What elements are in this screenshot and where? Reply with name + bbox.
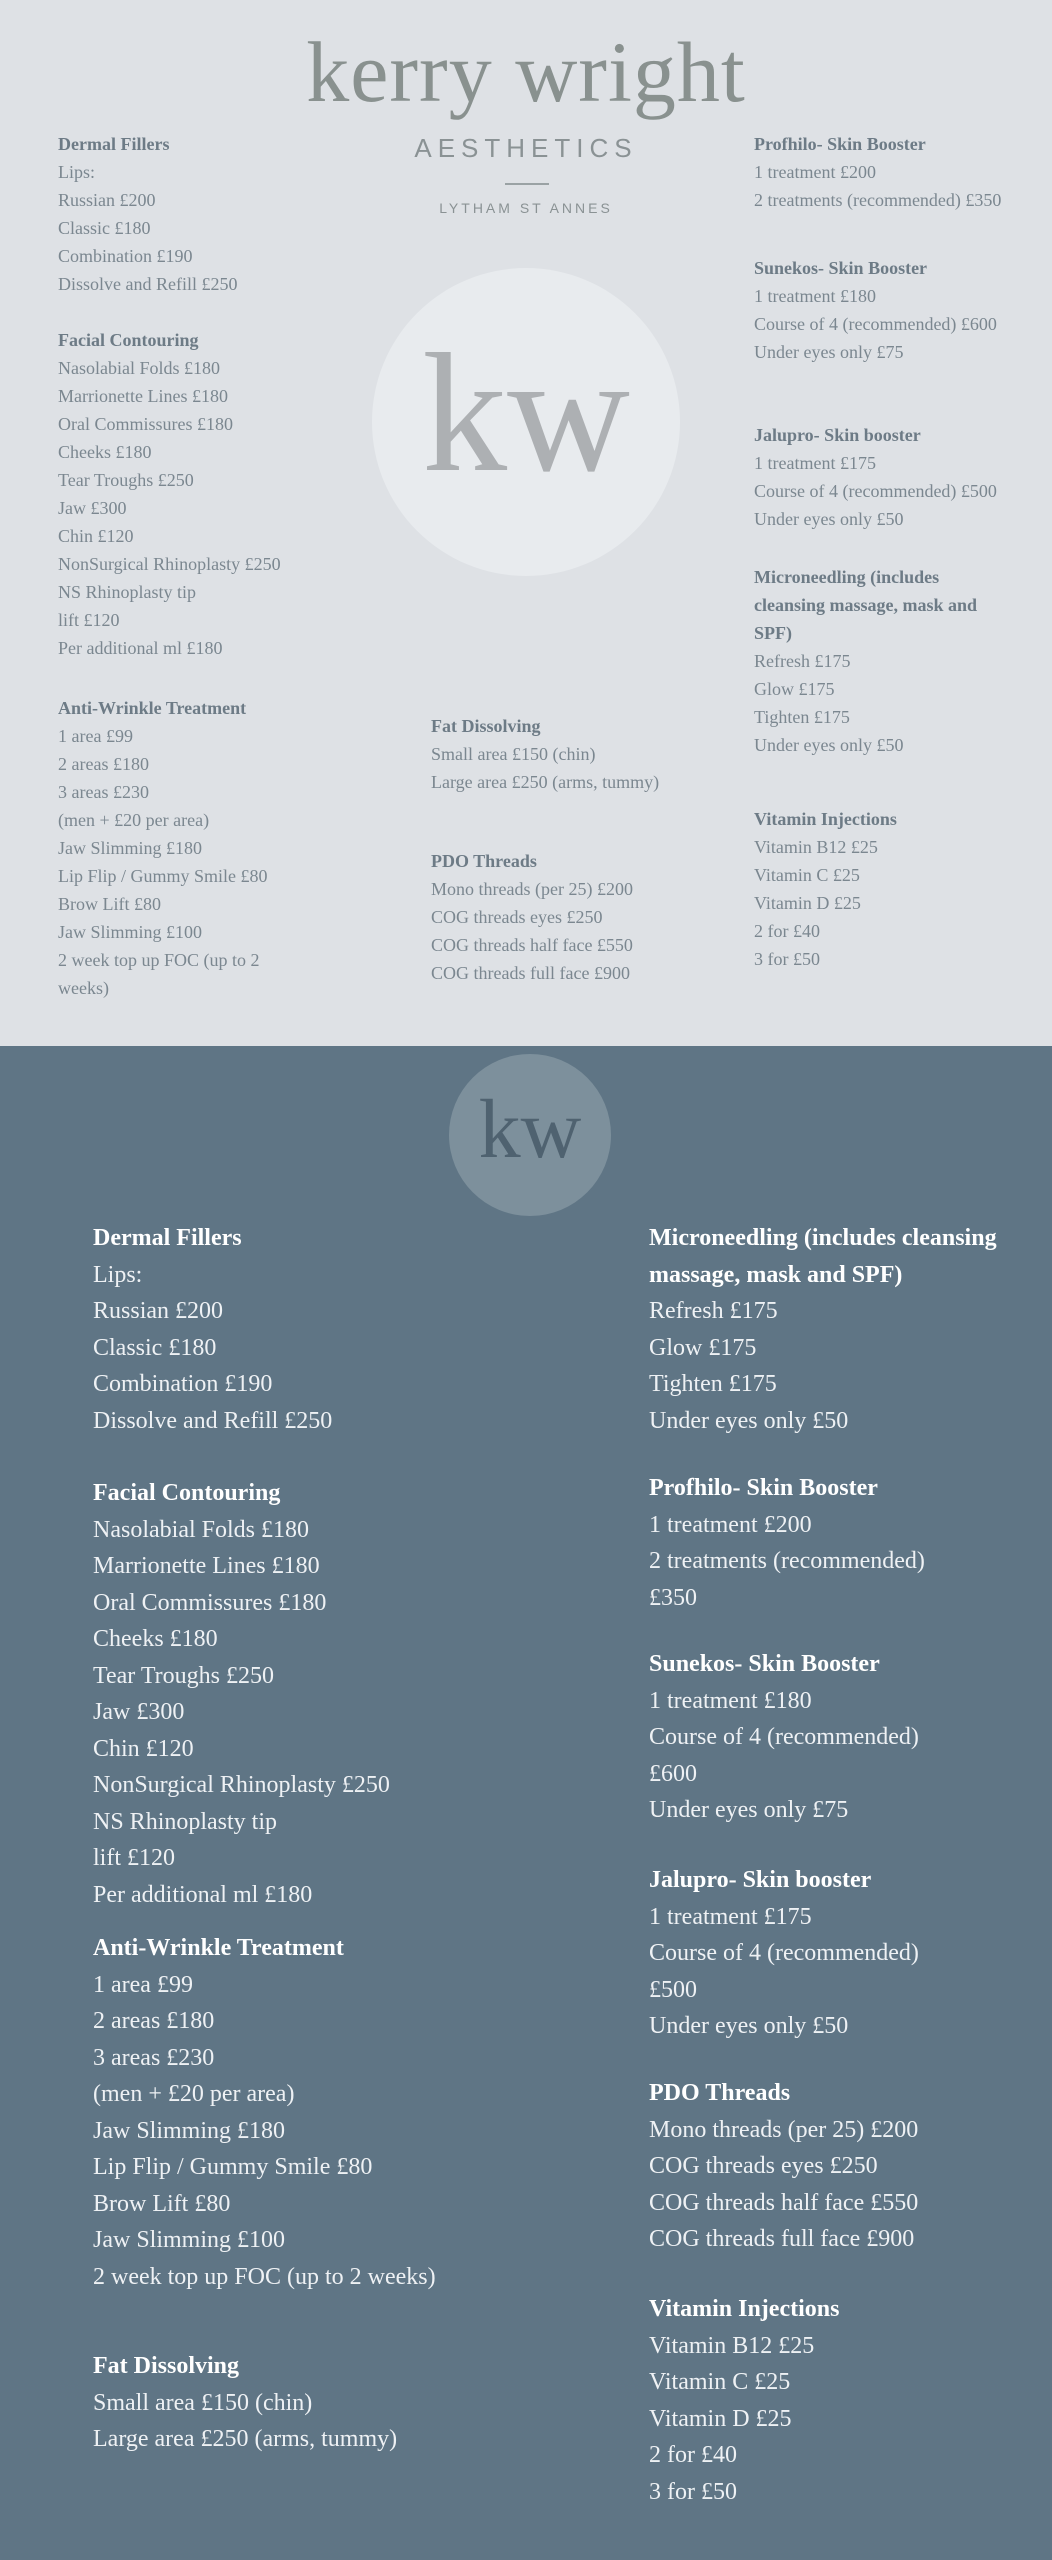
section-facial-contouring: [58, 326, 281, 662]
section-title: Jalupro- Skin booster: [649, 1867, 872, 1893]
price-line: Chin £120: [93, 1735, 194, 1762]
section-sunekos: [649, 1646, 919, 1829]
price-line: Jaw Slimming £180: [93, 2117, 286, 2144]
price-line: Classic £180: [93, 1334, 217, 1361]
price-list-dark-panel: [0, 1046, 1052, 2560]
section-title: Microneedling (includes: [754, 567, 940, 587]
brand-name: kerry wright: [306, 24, 746, 120]
monogram-text: kw: [422, 319, 630, 507]
price-line: Oral Commissures £180: [58, 414, 233, 434]
price-line: COG threads eyes £250: [431, 907, 603, 927]
price-line: Marrionette Lines £180: [93, 1553, 320, 1579]
price-line: Mono threads (per 25) £200: [431, 879, 633, 899]
price-line: £350: [649, 1584, 697, 1611]
section-title: Microneedling (includes cleansing: [649, 1225, 997, 1251]
price-line: Combination £190: [93, 1371, 273, 1397]
section-microneedling: [649, 1220, 997, 1439]
price-line: 3 for £50: [754, 949, 820, 969]
price-line: Under eyes only £50: [754, 735, 904, 755]
section-fat-dissolving: [431, 712, 659, 796]
price-line: Course of 4 (recommended) £600: [754, 314, 997, 334]
price-line: 2 treatments (recommended) £350: [754, 190, 1002, 210]
section-title: Fat Dissolving: [93, 2353, 240, 2379]
price-line: 2 treatments (recommended): [649, 1548, 925, 1574]
price-line: Chin £120: [58, 526, 134, 546]
price-line: Vitamin D £25: [649, 2405, 792, 2432]
section-title: Profhilo- Skin Booster: [649, 1475, 878, 1501]
price-line: COG threads eyes £250: [649, 2153, 878, 2179]
price-line: Small area £150 (chin): [431, 744, 596, 764]
price-line: Lips:: [58, 162, 96, 182]
price-line: COG threads full face £900: [431, 963, 630, 983]
price-line: 1 area £99: [93, 1971, 193, 1998]
price-list-light-panel: [0, 0, 1052, 1046]
price-line: Brow Lift £80: [58, 894, 161, 914]
price-line: COG threads full face £900: [649, 2226, 915, 2252]
price-line: Under eyes only £75: [754, 342, 904, 362]
price-line: 3 for £50: [649, 2478, 737, 2505]
price-line: Classic £180: [58, 218, 151, 238]
price-line: 2 for £40: [649, 2442, 737, 2468]
price-line: Dissolve and Refill £250: [58, 274, 238, 294]
section-title: Jalupro- Skin booster: [754, 425, 921, 445]
price-line: NS Rhinoplasty tip: [58, 582, 197, 602]
price-line: 1 treatment £175: [649, 1903, 812, 1930]
price-line: 1 treatment £180: [754, 286, 876, 306]
price-line: Tear Troughs £250: [58, 470, 194, 490]
price-line: Glow £175: [754, 679, 835, 699]
price-line: 2 areas £180: [58, 754, 149, 774]
price-line: Cheeks £180: [93, 1626, 218, 1652]
price-line: Jaw £300: [58, 498, 127, 518]
price-line: Russian £200: [58, 190, 156, 210]
price-line: Vitamin B12 £25: [649, 2332, 815, 2359]
price-line: 1 area £99: [58, 726, 133, 746]
price-line: 1 treatment £180: [649, 1687, 812, 1714]
price-line: Mono threads (per 25) £200: [649, 2116, 919, 2143]
section-title: Profhilo- Skin Booster: [754, 134, 926, 154]
section-jalupro: [649, 1862, 919, 2045]
price-line: Russian £200: [93, 1298, 224, 1324]
price-line: Vitamin C £25: [649, 2369, 791, 2395]
section-pdo-threads: [649, 2075, 918, 2258]
price-line: Vitamin D £25: [754, 893, 861, 913]
section-title: Dermal Fillers: [93, 1225, 242, 1251]
price-line: (men + £20 per area): [58, 810, 210, 830]
price-line: (men + £20 per area): [93, 2081, 295, 2107]
price-line: Refresh £175: [754, 651, 851, 671]
price-line: 2 week top up FOC (up to 2: [58, 950, 260, 970]
price-line: Glow £175: [649, 1334, 757, 1361]
price-line: COG threads half face £550: [431, 935, 633, 955]
price-line: Jaw £300: [93, 1699, 185, 1725]
price-line: Tear Troughs £250: [93, 1662, 274, 1689]
monogram-logo: [372, 268, 680, 576]
price-line: Course of 4 (recommended) £500: [754, 481, 997, 501]
section-anti-wrinkle: [93, 1930, 436, 2295]
price-line: 1 treatment £175: [754, 453, 876, 473]
section-fat-dissolving: [93, 2348, 397, 2458]
price-line: lift £120: [93, 1845, 175, 1871]
brand-location: LYTHAM ST ANNES: [439, 200, 613, 216]
price-line: Marrionette Lines £180: [58, 386, 228, 406]
section-title: Anti-Wrinkle Treatment: [93, 1935, 344, 1961]
price-line: £600: [649, 1760, 697, 1787]
section-dermal-fillers: [58, 130, 237, 298]
price-line: Lip Flip / Gummy Smile £80: [58, 866, 268, 886]
section-title: cleansing massage, mask and: [754, 595, 978, 615]
price-line: NonSurgical Rhinoplasty £250: [58, 554, 281, 574]
section-vitamin-injections: [649, 2291, 839, 2510]
section-facial-contouring: [93, 1475, 390, 1913]
price-line: Course of 4 (recommended): [649, 1724, 919, 1750]
price-line: Large area £250 (arms, tummy): [431, 772, 660, 792]
section-pdo-threads: [431, 847, 633, 987]
price-line: £500: [649, 1976, 697, 2003]
monogram-logo: [449, 1054, 611, 1216]
price-line: Nasolabial Folds £180: [93, 1516, 309, 1543]
price-line: Lips:: [93, 1261, 143, 1288]
price-line: Oral Commissures £180: [93, 1589, 327, 1616]
price-line: Combination £190: [58, 246, 193, 266]
price-line: Under eyes only £50: [649, 1407, 849, 1434]
section-vitamin-injections: [754, 805, 897, 973]
price-line: Tighten £175: [649, 1371, 777, 1397]
price-line: Nasolabial Folds £180: [58, 358, 220, 378]
price-line: Small area £150 (chin): [93, 2389, 313, 2416]
section-profhilo: [649, 1470, 925, 1616]
price-line: Per additional ml £180: [93, 1881, 313, 1908]
price-line: Vitamin B12 £25: [754, 837, 878, 857]
section-title: massage, mask and SPF): [649, 1261, 903, 1288]
price-line: 1 treatment £200: [649, 1511, 812, 1538]
brand-subtitle: AESTHETICS: [414, 133, 638, 163]
section-title: SPF): [754, 623, 792, 643]
price-line: COG threads half face £550: [649, 2189, 919, 2216]
section-title: Sunekos- Skin Booster: [754, 258, 928, 278]
section-anti-wrinkle: [58, 694, 268, 1002]
price-line: Dissolve and Refill £250: [93, 1407, 333, 1434]
section-title: PDO Threads: [649, 2080, 791, 2106]
section-jalupro: [754, 421, 997, 533]
price-line: NS Rhinoplasty tip: [93, 1808, 278, 1835]
section-title: Sunekos- Skin Booster: [649, 1651, 880, 1677]
price-line: weeks): [58, 978, 109, 998]
price-line: lift £120: [58, 610, 120, 630]
price-line: Jaw Slimming £100: [93, 2227, 286, 2253]
section-title: Anti-Wrinkle Treatment: [58, 698, 247, 718]
price-line: Under eyes only £75: [649, 1797, 849, 1823]
section-title: Vitamin Injections: [754, 809, 897, 829]
price-line: Per additional ml £180: [58, 638, 223, 658]
price-line: 3 areas £230: [58, 782, 149, 802]
price-line: 2 for £40: [754, 921, 820, 941]
price-line: 2 areas £180: [93, 2008, 215, 2034]
price-line: 2 week top up FOC (up to 2 weeks): [93, 2263, 436, 2290]
price-line: Large area £250 (arms, tummy): [93, 2426, 398, 2452]
price-line: Under eyes only £50: [649, 2013, 849, 2039]
price-line: 1 treatment £200: [754, 162, 876, 182]
price-line: Under eyes only £50: [754, 509, 904, 529]
section-title: Facial Contouring: [58, 330, 199, 350]
section-title: Fat Dissolving: [431, 716, 541, 736]
price-line: Course of 4 (recommended): [649, 1940, 919, 1966]
price-line: Tighten £175: [754, 707, 850, 727]
price-line: Cheeks £180: [58, 442, 152, 462]
price-line: Brow Lift £80: [93, 2190, 231, 2217]
section-title: Vitamin Injections: [649, 2296, 840, 2322]
section-title: Dermal Fillers: [58, 134, 170, 154]
price-line: Refresh £175: [649, 1298, 778, 1324]
section-dermal-fillers: [93, 1220, 332, 1439]
brand-divider: [505, 183, 549, 185]
price-line: NonSurgical Rhinoplasty £250: [93, 1772, 390, 1798]
section-sunekos: [754, 254, 997, 366]
section-microneedling: [754, 563, 977, 759]
price-line: Lip Flip / Gummy Smile £80: [93, 2154, 373, 2180]
price-line: 3 areas £230: [93, 2044, 215, 2071]
monogram-text: kw: [478, 1083, 582, 1176]
section-profhilo: [754, 130, 1001, 214]
price-line: Vitamin C £25: [754, 865, 860, 885]
section-title: PDO Threads: [431, 851, 537, 871]
price-line: Jaw Slimming £180: [58, 838, 203, 858]
price-line: Jaw Slimming £100: [58, 922, 203, 942]
section-title: Facial Contouring: [93, 1480, 281, 1506]
